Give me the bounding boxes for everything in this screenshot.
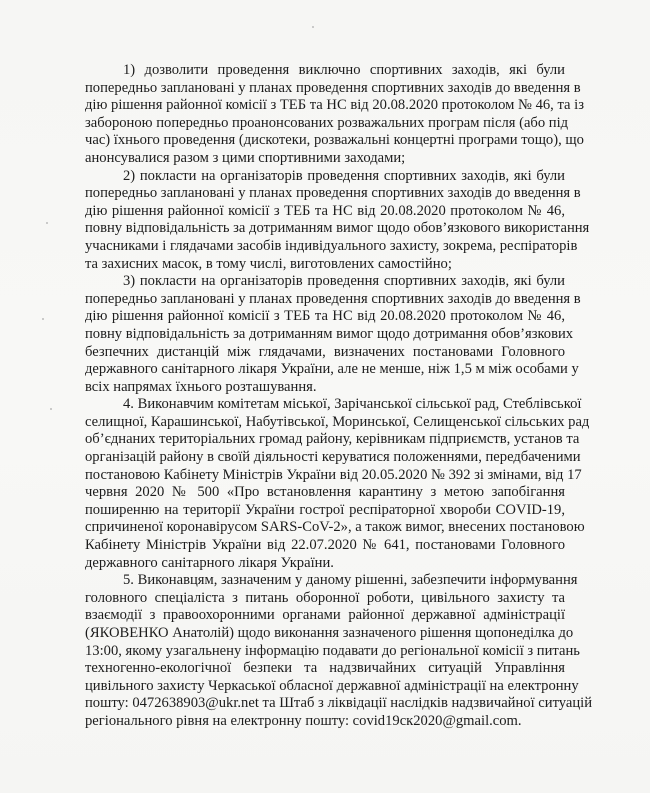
text-line: об’єднаних територіальних громад району, керівникам підприємств, установ та — [85, 431, 580, 448]
text-line: попередньо заплановані у планах проведення спортивних заходів до введення в — [85, 79, 581, 96]
paragraph-item-3 — [85, 273, 581, 396]
text-line: та захисних масок, в тому числі, виготовлених самостійно; — [85, 255, 452, 272]
text-line: 4. Виконавчим комітетам міської, Зарічанської сільської рад, Стеблівської — [123, 396, 582, 413]
text-line: Кабінету Міністрів України від 22.07.2020 № 641, постановами Головного — [85, 537, 565, 554]
scan-speck — [46, 222, 48, 224]
text-line: дію рішення районної комісії з ТЕБ та НС від 20.08.2020 протоколом № 46, та із — [85, 97, 584, 114]
scan-speck — [42, 318, 44, 320]
text-line: взаємодії з правоохоронними органами районної державної адміністрації — [85, 607, 565, 624]
text-line: державного санітарного лікаря України, але не менше, ніж 1,5 м між особами у — [85, 361, 579, 378]
paragraph-item-5 — [85, 572, 593, 730]
text-line: державного санітарного лікаря України. — [85, 554, 334, 571]
text-line: дію рішення районної комісії з ТЕБ та НС від 20.08.2020 протоколом № 46, — [85, 308, 565, 325]
text-line: спричиненої коронавірусом SARS-CoV-2», а також вимог, внесених постановою — [85, 519, 585, 536]
scan-speck — [312, 26, 314, 28]
text-line: анонсувалися разом з цими спортивними заходами; — [85, 149, 406, 166]
text-line: (ЯКОВЕНКО Анатолій) щодо виконання зазначеного рішення щопонеділка до — [85, 625, 574, 641]
text-line: забороною попередньо проанонсованих розважальних програм після (або під — [85, 114, 569, 131]
text-line: учасниками і глядачами засобів індивідуального захисту, зокрема, респіраторів — [85, 237, 578, 254]
text-line: дію рішення районної комісії з ТЕБ та НС від 20.08.2020 протоколом № 46, — [85, 202, 565, 219]
scan-speck — [50, 408, 52, 410]
text-line: всіх напрямах їхнього розташування. — [85, 378, 317, 395]
text-line: 5. Виконавцям, зазначеним у даному рішенні, забезпечити інформування — [123, 572, 578, 589]
paragraph-item-1 — [85, 62, 584, 168]
text-line: 1) дозволити проведення виключно спортивних заходів, які були — [123, 62, 565, 78]
text-line: 3) покласти на організаторів проведення спортивних заходів, які були — [123, 273, 565, 290]
text-line: головного спеціаліста з питань оборонної роботи, цивільного захисту та — [85, 589, 565, 606]
text-line: попередньо заплановані у планах проведення спортивних заходів до введення в — [85, 185, 581, 202]
text-line: попередньо заплановані у планах проведення спортивних заходів до введення в — [85, 290, 581, 307]
text-line: поширенню на території України гострої респіраторної хвороби COVID-19, — [85, 501, 565, 518]
text-line: селищної, Карашинської, Набутівської, Моринської, Селищенської сільських рад — [85, 413, 590, 430]
text-line: червня 2020 № 500 «Про встановлення карантину з метою запобігання — [85, 484, 565, 501]
text-line: пошту: 0472638903@ukr.net та Штаб з ліквідації наслідків надзвичайної ситуацій — [85, 695, 593, 712]
paragraph-item-2 — [85, 167, 590, 274]
text-line: 2) покласти на організаторів проведення спортивних заходів, які були — [123, 167, 565, 184]
text-line: регіонального рівня на електронну пошту: covid19ск2020@gmail.com. — [85, 712, 522, 729]
text-line: техногенно-екологічної безпеки та надзвичайних ситуацій Управління — [85, 660, 565, 677]
text-line: час) їхнього проведення (дискотеки, розважальні концертні програми тощо), що — [85, 132, 584, 149]
text-line: цивільного захисту Черкаської обласної державної адміністрації на електронну — [85, 677, 579, 694]
text-line: організацій району в своїй діяльності керуватися положеннями, передбаченими — [85, 449, 581, 466]
document-body — [85, 62, 593, 731]
text-line: 13:00, якому узагальнену інформацію подавати до регіональної комісії з питань — [85, 642, 580, 659]
text-line: постановою Кабінету Міністрів України від 20.05.2020 № 392 зі змінами, від 17 — [85, 466, 582, 483]
text-line: повну відповідальність за дотриманням вимог щодо дотримання обов’язкових — [85, 325, 574, 342]
text-line: повну відповідальність за дотриманням вимог щодо обов’язкового використання — [85, 220, 590, 237]
paragraph-item-4 — [85, 396, 590, 572]
text-line: безпечних дистанцій між глядачами, визначених постановами Головного — [85, 343, 565, 360]
